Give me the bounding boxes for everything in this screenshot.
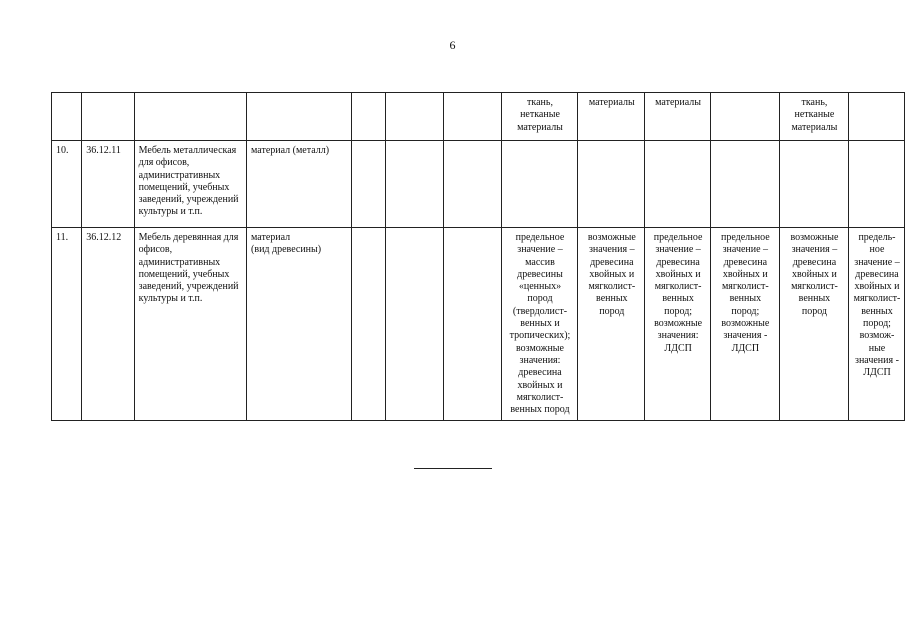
cell-code bbox=[82, 93, 134, 141]
cell-value: предельное значение – древесина хвойных и мягколист- венных пород; возможные значения - ЛДСП bbox=[710, 228, 779, 421]
cell-characteristic: материал (металл) bbox=[247, 141, 352, 228]
cell-empty bbox=[385, 141, 443, 228]
table-row bbox=[52, 228, 905, 421]
cell-value bbox=[578, 141, 645, 228]
cell-value: возможные значения – древесина хвойных и мягколист- венных пород bbox=[578, 228, 645, 421]
cell-num: 11. bbox=[52, 228, 82, 421]
footnote-divider bbox=[414, 468, 492, 469]
cell-num: 10. bbox=[52, 141, 82, 228]
requirements-table bbox=[51, 92, 905, 421]
cell-value: предель- ное значение – древесина хвойных и мягколист- венных пород; возмож- ные значения - ЛДСП bbox=[848, 228, 904, 421]
cell-code: 36.12.11 bbox=[82, 141, 134, 228]
cell-name: Мебель металлическая для офисов, административных помещений, учебных заведений, учреждений культуры и т.п. bbox=[134, 141, 246, 228]
cell-value: материалы bbox=[645, 93, 710, 141]
cell-value: предельное значение – древесина хвойных и мягколист- венных пород; возможные значения: ЛДСП bbox=[645, 228, 710, 421]
cell-characteristic: материал (вид древесины) bbox=[247, 228, 352, 421]
cell-empty bbox=[444, 141, 502, 228]
cell-value bbox=[710, 141, 779, 228]
cell-value bbox=[848, 141, 904, 228]
cell-empty bbox=[351, 93, 385, 141]
cell-num bbox=[52, 93, 82, 141]
page-number: 6 bbox=[449, 38, 456, 52]
cell-value: ткань, нетканые материалы bbox=[501, 93, 577, 141]
cell-empty bbox=[444, 93, 502, 141]
cell-empty bbox=[385, 228, 443, 421]
cell-value bbox=[848, 93, 904, 141]
cell-value bbox=[710, 93, 779, 141]
cell-empty bbox=[351, 141, 385, 228]
cell-characteristic bbox=[247, 93, 352, 141]
cell-empty bbox=[385, 93, 443, 141]
cell-name: Мебель деревянная для офисов, административных помещений, учебных заведений, учреждений культуры и т.п. bbox=[134, 228, 246, 421]
cell-value bbox=[501, 141, 577, 228]
cell-value: материалы bbox=[578, 93, 645, 141]
cell-value: возможные значения – древесина хвойных и мягколист- венных пород bbox=[779, 228, 848, 421]
cell-value bbox=[779, 141, 848, 228]
cell-value: ткань, нетканые материалы bbox=[779, 93, 848, 141]
cell-value bbox=[645, 141, 710, 228]
cell-name bbox=[134, 93, 246, 141]
cell-empty bbox=[444, 228, 502, 421]
cell-code: 36.12.12 bbox=[82, 228, 134, 421]
table-row bbox=[52, 141, 905, 228]
table-row bbox=[52, 93, 905, 141]
cell-empty bbox=[351, 228, 385, 421]
cell-value: предельное значение – массив древесины «ценных» пород (твердолист- венных и тропических); возможные значения: древесина хвойных и мягколист- венных пород bbox=[501, 228, 577, 421]
